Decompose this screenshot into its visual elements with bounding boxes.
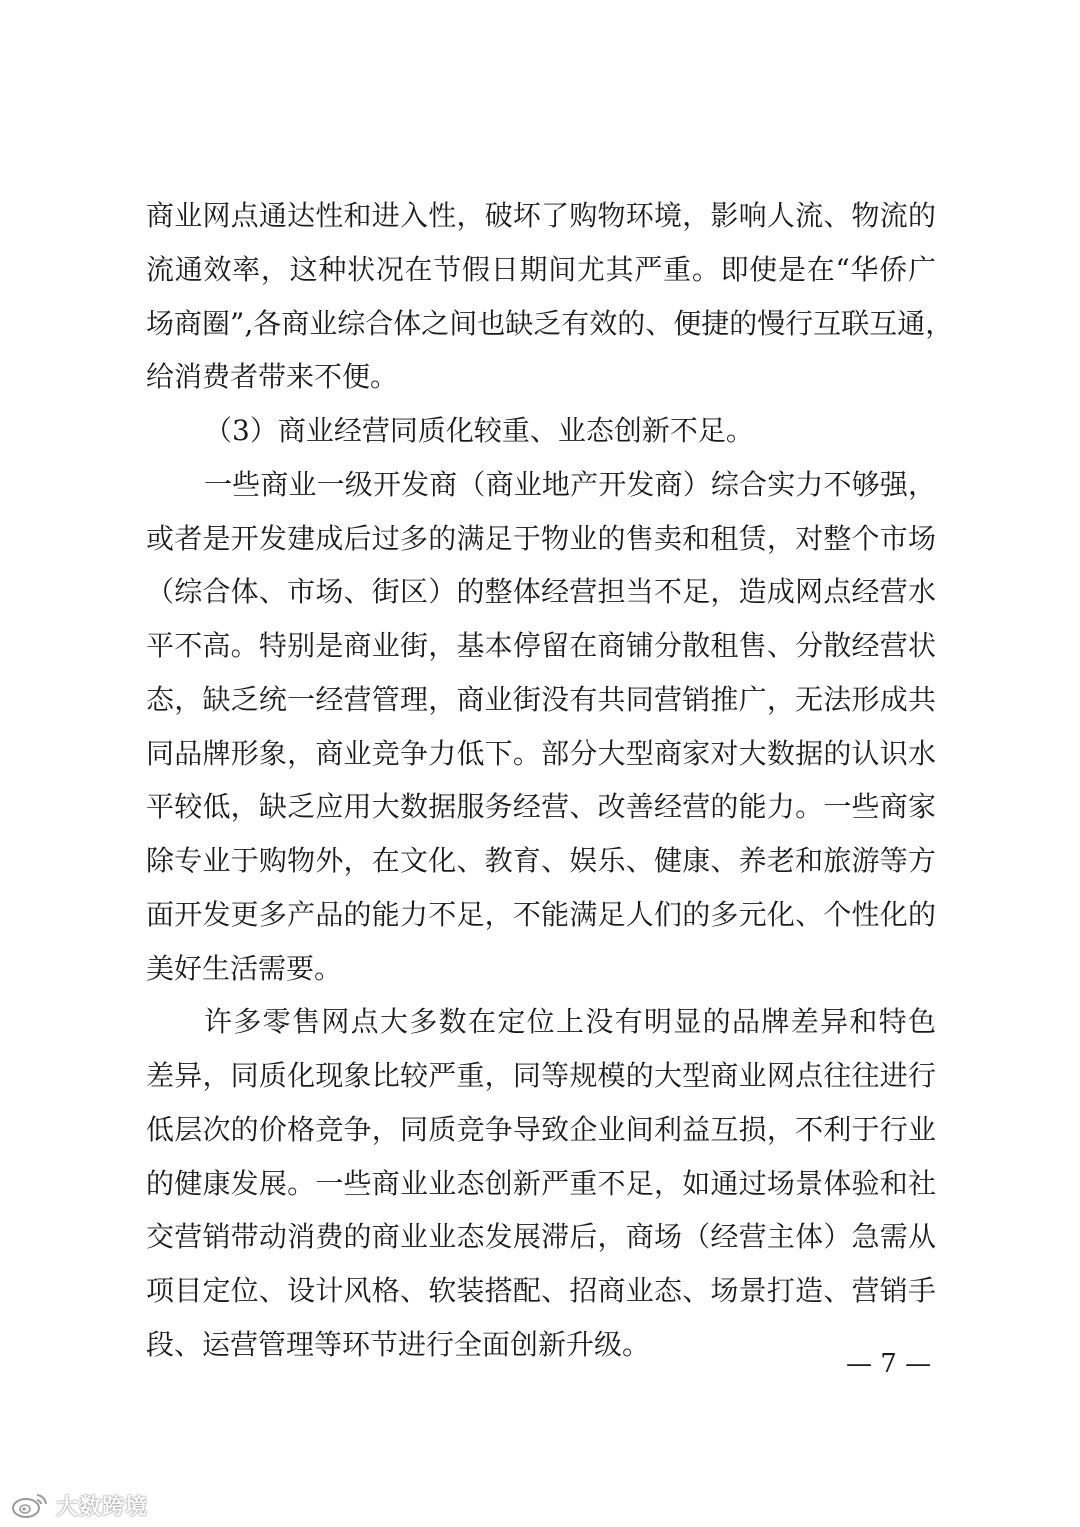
text-line: 美好生活需要。: [146, 952, 343, 985]
text-line: 段、运营管理等环节进行全面创新升级。: [146, 1328, 651, 1361]
text-line: 差异，同质化现象比较严重，同等规模的大型商业网点往往进行: [146, 1059, 936, 1092]
text-line: 除专业于购物外，在文化、教育、娱乐、健康、养老和旅游等方: [146, 844, 936, 877]
text-line: 的健康发展。一些商业业态创新严重不足，如通过场景体验和社: [146, 1167, 936, 1200]
watermark: [10, 1488, 148, 1522]
weibo-logo-icon: [10, 1491, 50, 1519]
text-line: 许多零售网点大多数在定位上没有明显的品牌差异和特色: [204, 1005, 936, 1038]
text-line: 项目定位、设计风格、软装搭配、招商业态、场景打造、营销手: [146, 1274, 936, 1307]
text-line: 给消费者带来不便。: [146, 360, 399, 393]
text-line: 一些商业一级开发商（商业地产开发商）综合实力不够强，: [204, 468, 936, 501]
page-number: — 7 —: [846, 1349, 932, 1379]
text-line: 场商圈”,各商业综合体之间也缺乏有效的、便捷的慢行互联互通，: [146, 307, 954, 340]
text-line: 平不高。特别是商业街，基本停留在商铺分散租售、分散经营状: [146, 629, 936, 662]
text-line: 平较低，缺乏应用大数据服务经营、改善经营的能力。一些商家: [146, 790, 936, 823]
text-line: 商业网点通达性和进入性，破坏了购物环境，影响人流、物流的: [146, 199, 936, 232]
text-line: 低层次的价格竞争，同质竞争导致企业间利益互损，不利于行业: [146, 1113, 936, 1146]
section-heading: （3）商业经营同质化较重、业态创新不足。: [204, 414, 754, 447]
text-line: 态，缺乏统一经营管理，商业街没有共同营销推广，无法形成共: [146, 683, 936, 716]
text-line: 同品牌形象，商业竞争力低下。部分大型商家对大数据的认识水: [146, 737, 936, 770]
text-line: 面开发更多产品的能力不足，不能满足人们的多元化、个性化的: [146, 898, 936, 931]
text-line: （综合体、市场、街区）的整体经营担当不足，造成网点经营水: [146, 575, 936, 608]
text-line: 流通效率，这种状况在节假日期间尤其严重。即使是在“华侨广: [146, 253, 936, 286]
text-line: 或者是开发建成后过多的满足于物业的售卖和租赁，对整个市场: [146, 522, 936, 555]
watermark-text: 大数跨境: [56, 1494, 149, 1520]
text-line: 交营销带动消费的商业业态发展滞后，商场（经营主体）急需从: [146, 1220, 936, 1253]
